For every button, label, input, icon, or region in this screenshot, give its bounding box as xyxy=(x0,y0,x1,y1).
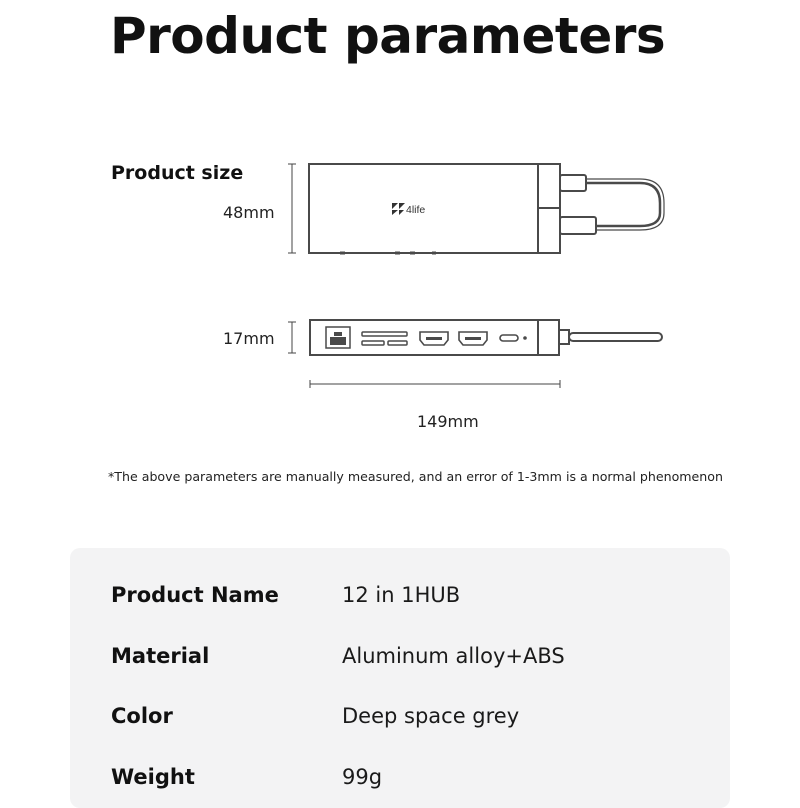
height-dimension: 48mm xyxy=(223,203,275,222)
length-dimension-line xyxy=(310,380,560,388)
spec-value: Deep space grey xyxy=(342,704,520,728)
hub-side-view xyxy=(288,320,662,355)
spec-value: 99g xyxy=(342,765,383,789)
usb-c-port-icon xyxy=(500,335,518,341)
thickness-dimension: 17mm xyxy=(223,329,275,348)
brand-logo-icon xyxy=(392,203,405,215)
ethernet-port-icon xyxy=(326,327,350,348)
cable-loop xyxy=(586,183,660,226)
spec-row xyxy=(70,644,730,674)
usb-plug-upper xyxy=(560,175,586,191)
hdmi-port-icon-2 xyxy=(459,332,487,345)
brand-logo-text: 4life xyxy=(406,204,426,216)
connector-head-lower xyxy=(538,208,560,253)
page-title: Product parameters xyxy=(110,7,666,65)
spec-value: 12 in 1HUB xyxy=(342,583,461,607)
spec-label: Product Name xyxy=(111,583,279,607)
spec-label: Weight xyxy=(111,765,195,789)
spec-row xyxy=(70,583,730,613)
card-reader-slot-icon xyxy=(362,332,407,345)
spec-value: Aluminum alloy+ABS xyxy=(342,644,565,668)
hdmi-port-icon-1 xyxy=(420,332,448,345)
spec-label: Material xyxy=(111,644,210,668)
connector-head-upper xyxy=(538,164,560,208)
product-size-label: Product size xyxy=(111,162,244,184)
cable-side xyxy=(569,333,662,341)
spec-row xyxy=(70,704,730,734)
usb-plug-lower xyxy=(560,217,596,234)
spec-label: Color xyxy=(111,704,173,728)
specs-table xyxy=(70,548,730,808)
measurement-note: *The above parameters are manually measured, and an error of 1-3mm is a normal phenomenon xyxy=(108,469,723,484)
indicator-light xyxy=(523,336,527,340)
length-dimension: 149mm xyxy=(417,412,479,431)
connector-head-side xyxy=(538,320,559,355)
hub-top-view xyxy=(288,164,664,253)
spec-row xyxy=(70,765,730,795)
